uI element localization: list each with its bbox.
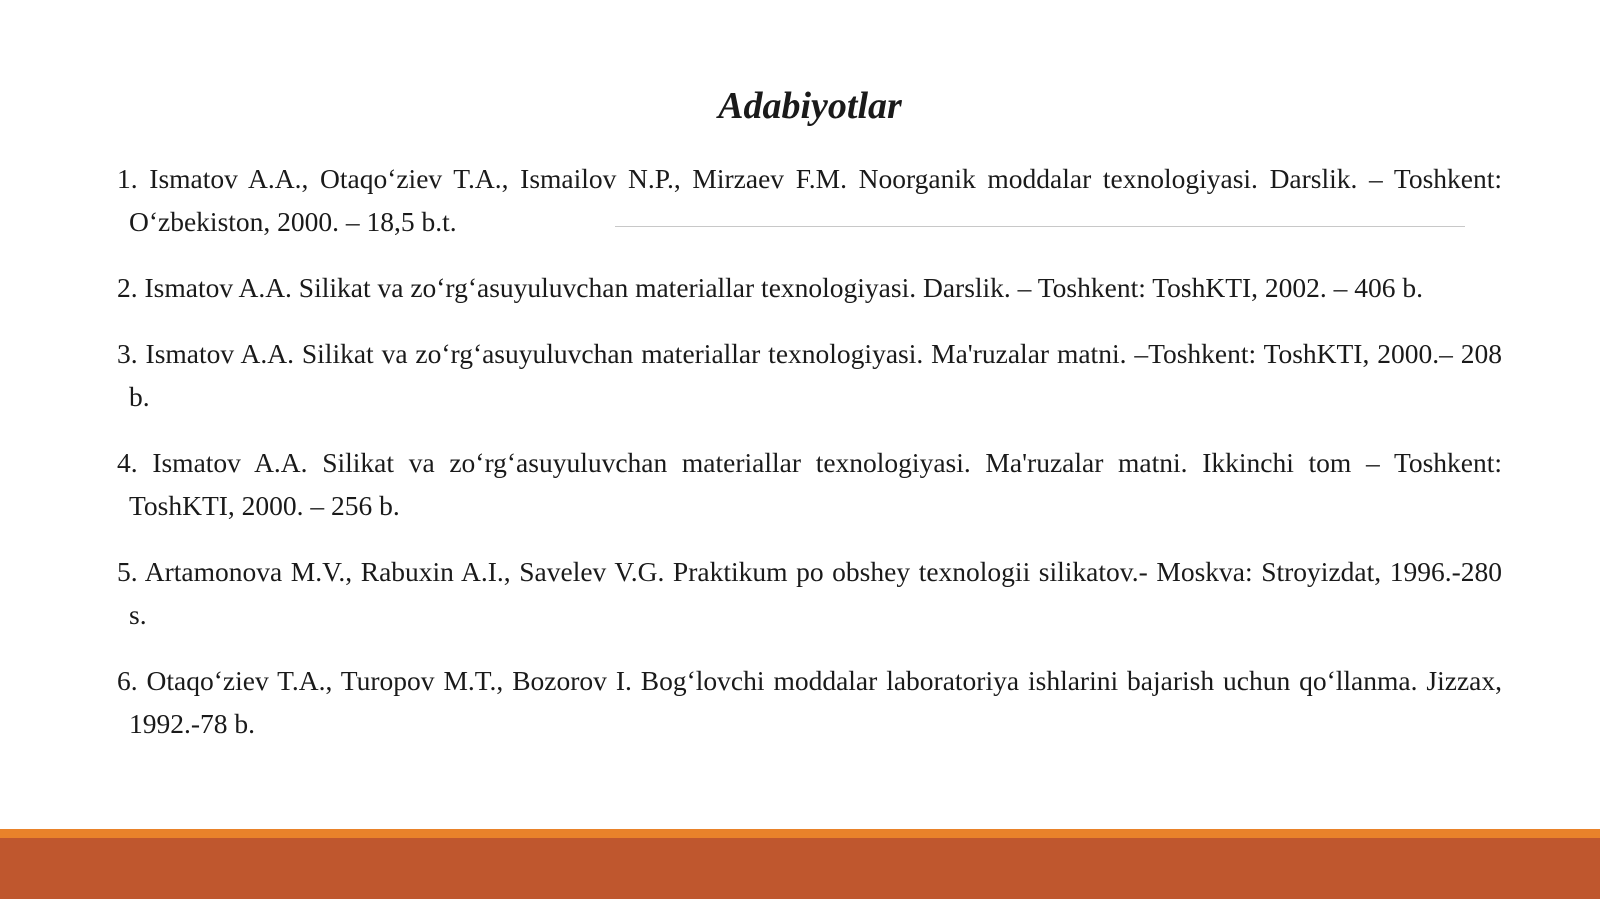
reference-text: Ismatov A.A. Silikat va zo‘rg‘asuyuluvchan materiallar texnologiyasi. Darslik. – Toshkent: ToshKTI, 2002. – 406 b.	[144, 272, 1424, 303]
reference-item	[117, 441, 1502, 527]
footer-accent-line	[0, 829, 1600, 838]
reference-text: Otaqo‘ziev T.A., Turopov M.T., Bozorov I. Bog‘lovchi moddalar laboratoriya ishlarini bajarish uchun qo‘llanma. Jizzax, 1992.-78 b.	[129, 665, 1502, 739]
reference-number: 4.	[117, 447, 153, 478]
reference-number: 1.	[117, 163, 150, 194]
reference-item	[117, 332, 1502, 418]
reference-item	[117, 157, 1502, 243]
reference-text: Artamonova M.V., Rabuxin A.I., Savelev V.G. Praktikum po obshey texnologii silikatov.- Moskva: Stroyizdat, 1996.-280 s.	[129, 556, 1502, 630]
reference-item	[117, 659, 1502, 745]
reference-number: 3.	[117, 338, 146, 369]
slide-title: Adabiyotlar	[718, 85, 902, 127]
reference-item	[117, 550, 1502, 636]
reference-number: 6.	[117, 665, 147, 696]
reference-item	[117, 266, 1502, 309]
reference-number: 5.	[117, 556, 145, 587]
reference-text: Ismatov A.A., Otaqo‘ziev T.A., Ismailov N.P., Mirzaev F.M. Noorganik moddalar texnologiyasi. Darslik. – Toshkent: O‘zbekiston, 2000. – 18,5 b.t.	[129, 163, 1503, 237]
reference-text: Ismatov A.A. Silikat va zo‘rg‘asuyuluvchan materiallar texnologiyasi. Ma'ruzalar matni. –Toshkent: ToshKTI, 2000.– 208 b.	[129, 338, 1502, 412]
reference-list	[117, 157, 1502, 768]
reference-number: 2.	[117, 272, 145, 303]
reference-text: Ismatov A.A. Silikat va zo‘rg‘asuyuluvchan materiallar texnologiyasi. Ma'ruzalar matni. Ikkinchi tom – Toshkent: ToshKTI, 2000. – 256 b.	[129, 447, 1503, 521]
footer-bar	[0, 838, 1600, 899]
divider-line	[615, 226, 1465, 227]
